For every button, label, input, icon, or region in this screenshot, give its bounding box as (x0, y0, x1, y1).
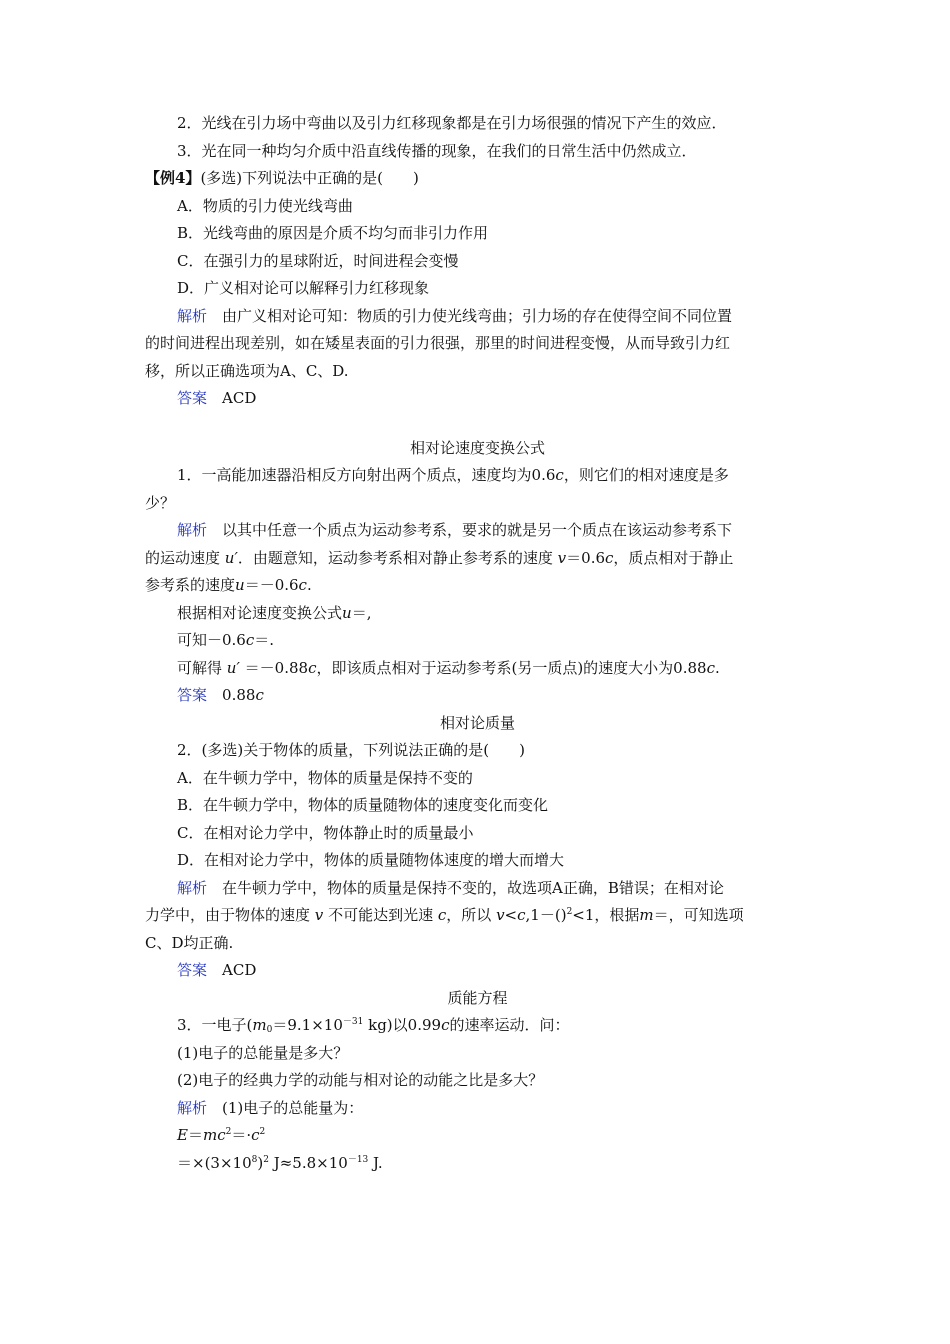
text-run: m (252, 1016, 267, 1034)
text-run: 2 (263, 1154, 269, 1165)
analysis-label: 解析 (177, 306, 208, 325)
text-run: 的速率运动．问： (449, 1016, 570, 1034)
section-title-mass-energy: 质能方程 (447, 988, 508, 1007)
text-run: 3．一电子( (177, 1016, 253, 1034)
text-run: ACD (222, 961, 257, 979)
text-run: c (517, 906, 526, 924)
text-run: ，所以 (446, 906, 492, 924)
text-run: kg)以0.99 (363, 1016, 442, 1034)
example-4-option-c: C．在强引力的星球附近，时间进程会变慢 (177, 251, 459, 270)
text-run: 2 (566, 907, 573, 917)
text-run: 可解得 (177, 658, 223, 677)
text-run: u′ (226, 658, 240, 677)
question-3-equation-1 (145, 1122, 810, 1150)
text-run: <1，根据 (572, 906, 640, 924)
text-run: 在牛顿力学中，物体的质量是保持不变的，故选项A正确，B错误；在相对论 (222, 878, 724, 897)
question-1-formula-line-1 (145, 600, 810, 628)
answer-label: 答案 (177, 961, 208, 979)
question-1-analysis-line-1 (145, 517, 810, 545)
text-run: ＝－0.6 (244, 576, 299, 594)
text-run: －13 (347, 1154, 369, 1165)
question-1-answer (145, 682, 810, 710)
answer-label: 答案 (177, 686, 208, 704)
question-2-stem: 2．(多选)关于物体的质量，下列说法正确的是( ) (177, 741, 525, 759)
example-4-analysis-line-1 (145, 303, 810, 331)
intro-point-3: 3．光在同一种均匀介质中沿直线传播的现象，在我们的日常生活中仍然成立． (177, 141, 697, 160)
text-run: c (298, 576, 307, 594)
text-run: c (245, 631, 255, 649)
text-run: ，则它们的相对速度是多 (563, 466, 729, 484)
text-run: 2 (225, 1127, 232, 1137)
text-run: u (235, 576, 245, 594)
question-3-sub-2: (2)电子的经典力学的动能与相对论的动能之比是多大？ (177, 1071, 544, 1089)
text-run: v (496, 906, 505, 924)
text-run: . (306, 576, 312, 594)
question-1-analysis-line-3 (145, 572, 810, 600)
text-run: ＝ (187, 1126, 203, 1144)
question-2-analysis-line-1 (145, 875, 810, 903)
text-run: 以其中任意一个质点为运动参考系，要求的就是另一个质点在该运动参考系下 (222, 521, 733, 539)
text-run: ＝×(3×10 (177, 1153, 252, 1172)
question-1-line-1: 1．一高能加速器沿相反方向射出两个质点，速度均为0.6c，则它们的相对速度是多 (177, 466, 729, 484)
text-run: ＝，可知选项 (653, 906, 744, 924)
example-4-answer (145, 385, 810, 413)
text-run: 参考系的速度 (145, 576, 236, 594)
text-run: u′ (224, 548, 238, 567)
analysis-label: 解析 (177, 1098, 208, 1117)
example-4-stem (145, 165, 810, 193)
text-run: v (314, 906, 324, 924)
text-run: ．由题意知，运动参考系相对静止参考系的速度 (237, 548, 553, 567)
text-run: v (557, 548, 567, 567)
question-3-stem (145, 1012, 810, 1040)
text-run: c (706, 658, 715, 677)
text-run: J≈5.8×10 (268, 1153, 348, 1172)
text-run: ＝－0.88 (244, 658, 309, 677)
question-3-equation-2 (145, 1150, 810, 1178)
text-run: J. (368, 1153, 383, 1172)
text-run: c (308, 658, 317, 677)
text-run: 2 (259, 1127, 266, 1137)
text-run: c (251, 1126, 260, 1144)
question-2-answer (145, 957, 810, 985)
answer-label: 答案 (177, 389, 208, 407)
intro-point-2: 2．光线在引力场中弯曲以及引力红移现象都是在引力场很强的情况下产生的效应． (177, 114, 727, 132)
text-run: u (342, 603, 352, 622)
text-run: ＝· (231, 1126, 252, 1144)
text-run: c (437, 906, 447, 924)
section-title-velocity: 相对论速度变换公式 (409, 438, 545, 457)
text-run: 不可能达到光速 (328, 906, 434, 924)
question-3-analysis-line-1 (145, 1095, 810, 1123)
text-run: . (714, 658, 720, 677)
example-4-option-a: A．物质的引力使光线弯曲 (177, 196, 353, 215)
text-run: ，质点相对于静止 (613, 548, 734, 567)
text-run: ＝. (254, 631, 275, 649)
question-2-option-d: D．在相对论力学中，物体的质量随物体速度的增大而增大 (177, 851, 565, 869)
example-tag: 【例4】 (145, 169, 201, 187)
text-run: 由广义相对论可知：物质的引力使光线弯曲；引力场的存在使得空间不同位置 (222, 306, 733, 325)
text-run: 0.88 (222, 686, 256, 704)
text-run: ＝, (351, 603, 372, 622)
text-run: 的运动速度 (145, 548, 221, 567)
text-run: ＝0.6 (566, 548, 606, 567)
text-run: 0 (266, 1025, 273, 1035)
question-1-line-2: 少？ (145, 493, 176, 512)
text-run: ＝9.1×10 (272, 1016, 343, 1034)
text-run: c (605, 548, 614, 567)
text-run: 可知－0.6 (177, 631, 246, 649)
question-1-formula-line-2 (145, 627, 810, 655)
text-run: < (504, 906, 518, 924)
example-4-analysis-line-3: 移，所以正确选项为A、C、D. (145, 361, 349, 380)
text-run: (1)电子的总能量为： (222, 1098, 364, 1117)
example-4-option-d: D．广义相对论可以解释引力红移现象 (177, 279, 430, 297)
text-run: E (177, 1126, 188, 1144)
text-run: m (639, 906, 654, 924)
question-2-analysis-line-2 (145, 902, 810, 930)
text-run: ACD (222, 389, 257, 407)
text-run: 1．一高能加速器沿相反方向射出两个质点，速度均为0.6 (177, 466, 556, 484)
text-run: 8 (251, 1154, 258, 1165)
question-3-sub-1: (1)电子的总能量是多大？ (177, 1043, 349, 1062)
question-1-result (145, 655, 810, 683)
document-page (145, 110, 810, 1177)
text-run: mc (202, 1126, 226, 1144)
question-2-option-c: C．在相对论力学中，物体静止时的质量最小 (177, 823, 474, 842)
text-run: ) (257, 1153, 264, 1172)
text-run: c (255, 686, 264, 704)
text-run: ,1－() (525, 906, 567, 924)
text-run: 根据相对论速度变换公式 (177, 603, 343, 622)
analysis-label: 解析 (177, 878, 208, 897)
text-run: －31 (342, 1017, 364, 1027)
text-run: 力学中，由于物体的速度 (145, 906, 311, 924)
example-4-analysis-line-2: 的时间进程出现差别，如在矮星表面的引力很强，那里的时间进程变慢，从而导致引力红 (145, 334, 731, 352)
analysis-label: 解析 (177, 521, 208, 539)
text-run: c (441, 1016, 450, 1034)
question-1-analysis-line-2 (145, 545, 810, 573)
text-run: ，即该质点相对于运动参考系(另一质点)的速度大小为0.88 (316, 658, 707, 677)
example-4-option-b: B．光线弯曲的原因是介质不均匀而非引力作用 (177, 224, 489, 242)
text-run: (多选)下列说法中正确的是( ) (200, 169, 419, 187)
question-2-option-b: B．在牛顿力学中，物体的质量随物体的速度变化而变化 (177, 796, 549, 814)
question-2-analysis-line-3: C、D均正确. (145, 933, 234, 952)
section-title-mass: 相对论质量 (439, 713, 515, 732)
question-2-option-a: A．在牛顿力学中，物体的质量是保持不变的 (177, 768, 473, 787)
